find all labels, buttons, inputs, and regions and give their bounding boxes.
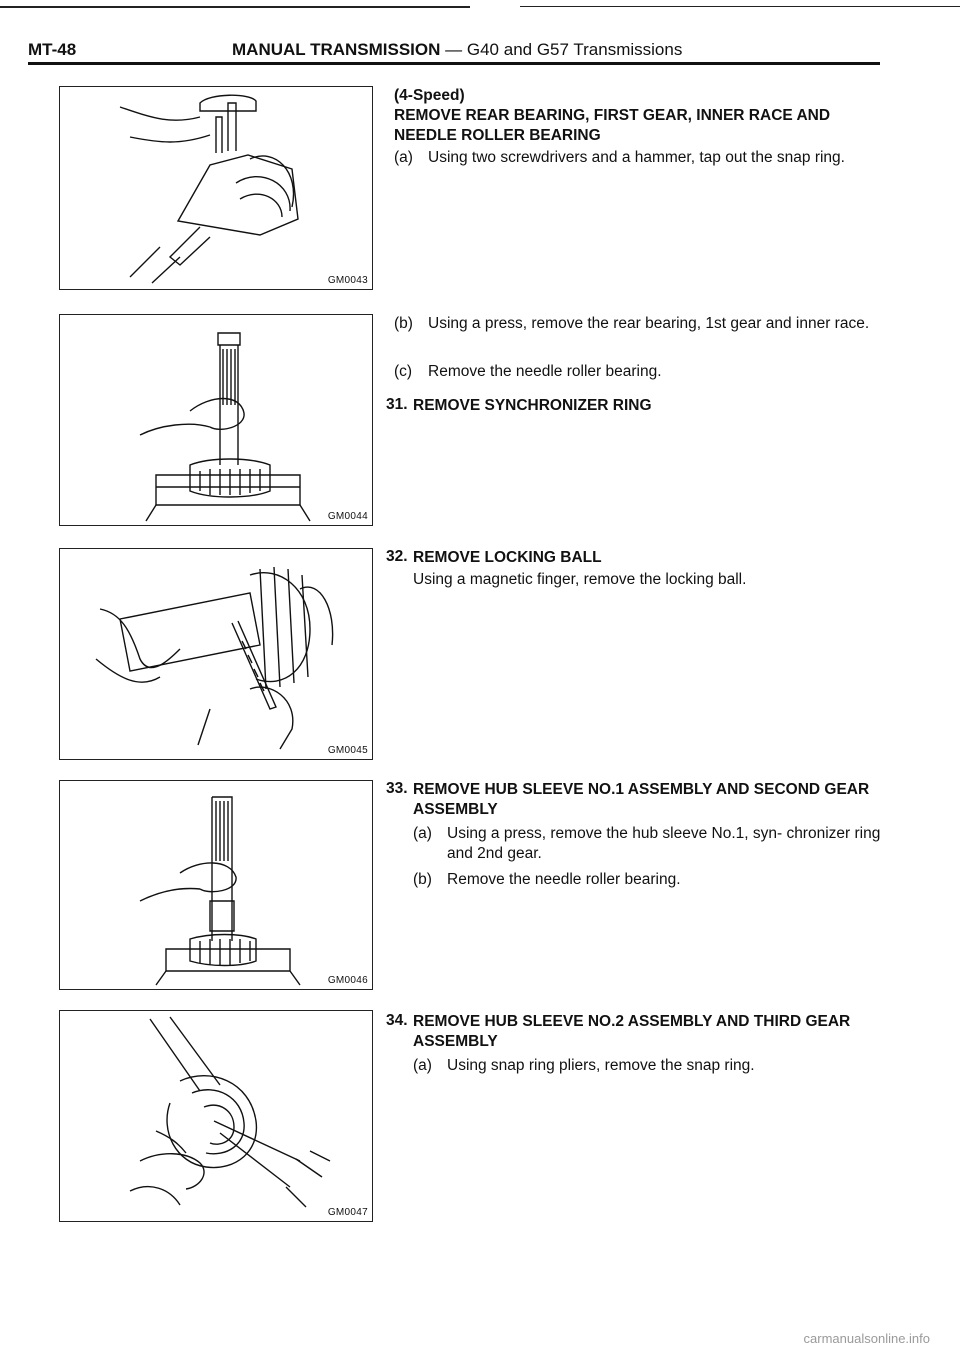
- substep-text: Using a press, remove the rear bearing, 1st gear and inner race.: [428, 315, 870, 332]
- step-33-substep-a: [413, 824, 883, 864]
- substep-text: Using snap ring pliers, remove the snap ring.: [447, 1057, 755, 1074]
- substep-label: (a): [413, 1057, 432, 1074]
- substep-text: Remove the needle roller bearing.: [447, 871, 681, 888]
- step-32-text: Using a magnetic finger, remove the locking ball.: [413, 571, 747, 588]
- watermark: carmanualsonline.info: [803, 1331, 930, 1346]
- intro-title-line1: REMOVE REAR BEARING, FIRST GEAR, INNER RACE AND: [394, 107, 831, 124]
- step-number: 31.: [386, 396, 408, 413]
- figure-code: GM0045: [327, 745, 368, 756]
- step-33-title: REMOVE HUB SLEEVE NO.1 ASSEMBLY AND SECOND GEAR ASSEMBLY: [413, 781, 870, 818]
- illustration-press-bearing: [60, 315, 374, 527]
- page-title: [232, 40, 682, 60]
- step-number: 33.: [386, 780, 408, 797]
- top-rule-right: [520, 6, 960, 7]
- header-rule: [28, 62, 880, 65]
- step-32-title: REMOVE LOCKING BALL: [413, 549, 602, 566]
- substep-text: Using two screwdrivers and a hammer, tap out the snap ring.: [428, 149, 845, 166]
- illustration-screwdrivers-hammer: [60, 87, 374, 291]
- intro-title-line2: NEEDLE ROLLER BEARING: [394, 127, 601, 144]
- step-34-title: REMOVE HUB SLEEVE NO.2 ASSEMBLY AND THIRD GEAR ASSEMBLY: [413, 1013, 851, 1050]
- figure-press-hub-sleeve: [59, 780, 373, 990]
- figure-code: GM0046: [327, 975, 368, 986]
- substep-label: (a): [413, 825, 432, 842]
- intro-substep-a: [394, 148, 884, 168]
- illustration-snap-ring-pliers: [60, 1011, 374, 1223]
- figure-code: GM0047: [327, 1207, 368, 1218]
- section-title: MANUAL TRANSMISSION: [232, 40, 441, 59]
- substep-label: (b): [394, 315, 413, 332]
- figure-locking-ball: [59, 548, 373, 760]
- intro-substep-b: [394, 314, 884, 334]
- substep-text: Using a press, remove the hub sleeve No.1, syn- chronizer ring and 2nd gear.: [447, 825, 881, 862]
- figure-snap-ring-pliers: [59, 1010, 373, 1222]
- substep-label: (c): [394, 363, 413, 380]
- substep-label: (a): [394, 149, 413, 166]
- figure-code: GM0043: [327, 275, 368, 286]
- step-number: 32.: [386, 548, 408, 565]
- illustration-press-hub-sleeve: [60, 781, 374, 991]
- step-33-substep-b: [413, 870, 883, 890]
- figure-code: GM0044: [327, 511, 368, 522]
- illustration-magnetic-finger: [60, 549, 374, 761]
- intro-section: [394, 86, 884, 146]
- intro-substep-c: [394, 362, 884, 382]
- step-31-title: REMOVE SYNCHRONIZER RING: [413, 397, 652, 414]
- step-34-substep-a: [413, 1056, 883, 1076]
- substep-text: Remove the needle roller bearing.: [428, 363, 662, 380]
- figure-press-rear-bearing: [59, 314, 373, 526]
- page-header: [0, 0, 960, 64]
- variant-label: (4-Speed): [394, 87, 465, 104]
- figure-snap-ring-tap: [59, 86, 373, 290]
- top-rule: [0, 6, 470, 8]
- page-number: MT-48: [28, 40, 77, 59]
- substep-label: (b): [413, 871, 432, 888]
- step-number: 34.: [386, 1012, 408, 1029]
- section-subtitle: — G40 and G57 Transmissions: [445, 40, 683, 59]
